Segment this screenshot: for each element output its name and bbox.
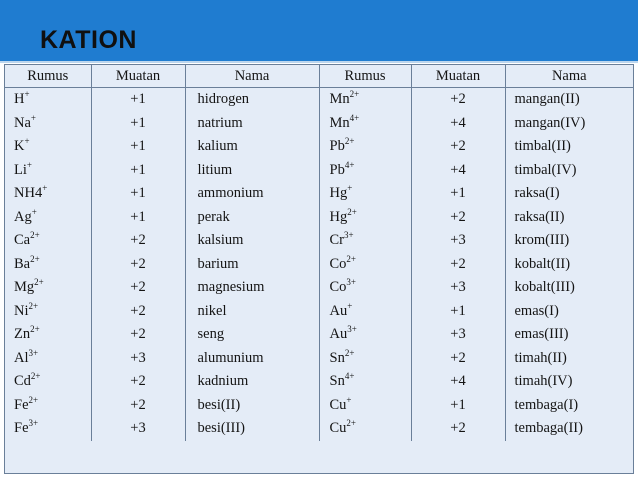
name-cell: kadnium [185,370,319,394]
name-cell: kalium [185,135,319,159]
name-cell: litium [185,159,319,183]
formula-cell [5,206,91,230]
formula-symbol: NH4 [14,185,43,202]
charge-cell: +2 [91,229,185,253]
formula-cell [5,417,91,441]
formula-symbol: Hg [329,185,348,202]
formula-charge: 2+ [346,418,356,429]
formula-charge: 2+ [30,324,40,335]
charge-cell: +1 [411,394,505,418]
name-cell: nikel [185,300,319,324]
formula-symbol: Na [14,114,31,131]
table-row [5,323,633,347]
charge-cell: +3 [411,229,505,253]
name-cell: krom(III) [505,229,633,253]
name-cell: natrium [185,112,319,136]
formula-symbol: Co [329,279,347,296]
formula-charge: 4+ [349,112,360,123]
table-row [5,159,633,183]
formula-symbol: Co [329,255,347,272]
page-title: KATION [40,26,137,54]
charge-cell: +1 [91,88,185,112]
name-cell: raksa(I) [505,182,633,206]
formula-charge: 2+ [30,253,40,264]
header-muatan: Muatan [91,65,185,88]
formula-charge: 2+ [34,277,44,288]
charge-cell: +2 [411,417,505,441]
charge-cell: +4 [411,112,505,136]
formula-symbol: Au [329,302,348,319]
name-cell: besi(III) [185,417,319,441]
formula-charge: 3+ [28,418,39,429]
formula-symbol: Sn [329,373,345,390]
table-row [5,300,633,324]
name-cell: tembaga(I) [505,394,633,418]
name-cell: kobalt(II) [505,253,633,277]
name-cell: barium [185,253,319,277]
name-cell: emas(I) [505,300,633,324]
formula-cell [319,253,411,277]
formula-charge: 4+ [344,159,355,170]
formula-symbol: Cd [14,373,31,390]
charge-cell: +1 [411,300,505,324]
name-cell: tembaga(II) [505,417,633,441]
formula-cell [319,182,411,206]
charge-cell: +2 [91,370,185,394]
name-cell: ammonium [185,182,319,206]
cation-table-panel [4,64,634,474]
formula-cell [5,300,91,324]
formula-cell [5,253,91,277]
formula-symbol: Hg [329,208,348,225]
charge-cell: +3 [411,323,505,347]
formula-cell [319,394,411,418]
name-cell: timah(II) [505,347,633,371]
formula-charge: + [31,206,37,217]
formula-cell [5,323,91,347]
charge-cell: +4 [411,159,505,183]
formula-charge: + [30,112,36,123]
charge-cell: +2 [411,347,505,371]
formula-symbol: Ni [14,302,29,319]
formula-symbol: Mg [14,279,35,296]
formula-symbol: Mn [329,91,350,108]
formula-symbol: H [14,91,25,108]
formula-cell [5,182,91,206]
table-row [5,253,633,277]
formula-charge: 4+ [344,371,355,382]
name-cell: emas(III) [505,323,633,347]
formula-symbol: Fe [14,420,29,437]
name-cell: hidrogen [185,88,319,112]
formula-charge: 2+ [346,253,356,264]
charge-cell: +2 [411,88,505,112]
charge-cell: +1 [91,182,185,206]
formula-cell [319,88,411,112]
formula-symbol: Zn [14,326,31,343]
header-rumus-2: Rumus [319,65,411,88]
charge-cell: +1 [411,182,505,206]
formula-charge: 2+ [344,347,355,358]
name-cell: kalsium [185,229,319,253]
charge-cell: +2 [411,253,505,277]
name-cell: besi(II) [185,394,319,418]
formula-charge: 3+ [344,230,354,241]
name-cell: magnesium [185,276,319,300]
formula-symbol: Cu [329,420,347,437]
table-row [5,182,633,206]
name-cell: mangan(II) [505,88,633,112]
charge-cell: +3 [411,276,505,300]
charge-cell: +2 [91,323,185,347]
table-row [5,229,633,253]
name-cell: raksa(II) [505,206,633,230]
table-row [5,347,633,371]
formula-symbol: Al [14,349,29,366]
formula-symbol: Li [14,161,27,178]
formula-charge: 2+ [30,230,40,241]
charge-cell: +2 [91,394,185,418]
table-row [5,276,633,300]
formula-cell [319,300,411,324]
formula-cell [319,417,411,441]
charge-cell: +1 [91,135,185,159]
formula-cell [319,229,411,253]
formula-charge: 2+ [28,394,39,405]
table-row [5,206,633,230]
formula-symbol: Cu [329,396,347,413]
formula-cell [319,276,411,300]
formula-charge: 2+ [349,89,360,100]
formula-cell [319,159,411,183]
formula-symbol: Ag [14,208,32,225]
formula-charge: 3+ [346,277,356,288]
formula-charge: + [24,136,30,147]
formula-cell [5,394,91,418]
formula-symbol: Ca [14,232,31,249]
charge-cell: +2 [411,135,505,159]
formula-charge: + [347,183,353,194]
formula-cell [5,347,91,371]
formula-cell [319,323,411,347]
formula-cell [5,135,91,159]
charge-cell: +3 [91,417,185,441]
formula-cell [319,112,411,136]
formula-cell [319,135,411,159]
name-cell: mangan(IV) [505,112,633,136]
name-cell: kobalt(III) [505,276,633,300]
formula-symbol: K [14,138,25,155]
formula-cell [319,206,411,230]
formula-cell [5,370,91,394]
formula-symbol: Pb [329,138,345,155]
cation-table [5,65,633,441]
table-header-row [5,65,633,88]
formula-cell [5,88,91,112]
formula-charge: + [26,159,32,170]
table-row [5,112,633,136]
formula-cell [319,347,411,371]
formula-symbol: Pb [329,161,345,178]
name-cell: seng [185,323,319,347]
name-cell: alumunium [185,347,319,371]
name-cell: timbal(IV) [505,159,633,183]
formula-charge: 3+ [347,324,357,335]
formula-charge: + [346,394,352,405]
formula-symbol: Fe [14,396,29,413]
formula-symbol: Au [329,326,348,343]
header-rumus: Rumus [5,65,91,88]
table-row [5,88,633,112]
name-cell: timah(IV) [505,370,633,394]
formula-charge: 2+ [344,136,355,147]
formula-symbol: Sn [329,349,345,366]
formula-cell [5,276,91,300]
table-row [5,370,633,394]
header-muatan-2: Muatan [411,65,505,88]
charge-cell: +1 [91,159,185,183]
formula-charge: + [347,300,353,311]
table-body [5,88,633,441]
name-cell: perak [185,206,319,230]
formula-cell [5,229,91,253]
formula-cell [5,112,91,136]
charge-cell: +1 [91,206,185,230]
name-cell: timbal(II) [505,135,633,159]
table-row [5,417,633,441]
charge-cell: +2 [411,206,505,230]
charge-cell: +1 [91,112,185,136]
formula-symbol: Ba [14,255,31,272]
header-nama: Nama [185,65,319,88]
formula-charge: 2+ [30,371,41,382]
header-nama-2: Nama [505,65,633,88]
table-row [5,135,633,159]
formula-charge: 2+ [347,206,357,217]
charge-cell: +3 [91,347,185,371]
formula-charge: + [24,89,30,100]
formula-symbol: Mn [329,114,350,131]
charge-cell: +4 [411,370,505,394]
charge-cell: +2 [91,276,185,300]
charge-cell: +2 [91,253,185,277]
formula-symbol: Cr [329,232,344,249]
formula-charge: 3+ [28,347,39,358]
formula-charge: + [42,183,48,194]
formula-cell [319,370,411,394]
charge-cell: +2 [91,300,185,324]
title-banner [0,0,638,63]
formula-cell [5,159,91,183]
table-row [5,394,633,418]
formula-charge: 2+ [28,300,39,311]
